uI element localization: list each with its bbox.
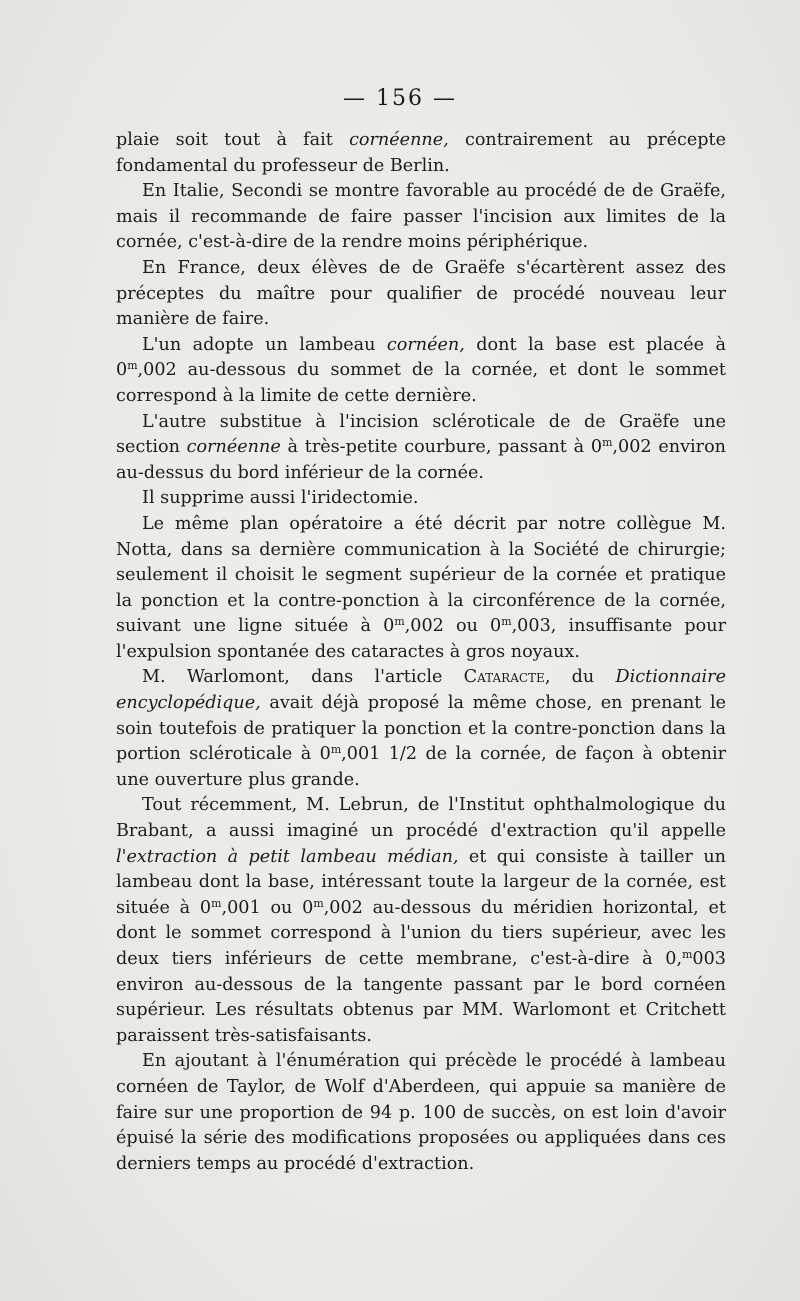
text-segment: En France, deux élèves de de Graëfe s'écartèrent assez des préceptes du maître pour qualifier de procédé nouveau leur manière de faire. xyxy=(116,257,726,330)
superscript: m xyxy=(501,615,512,629)
paragraph xyxy=(116,793,726,1049)
text-segment: avait déjà proposé la même chose, en prenant le soin toutefois de pratiquer la ponction et la contre-ponction dans la portion scléroticale à 0 xyxy=(116,693,726,765)
superscript: m xyxy=(211,896,222,910)
text-segment: 003 environ au-dessous de la tangente passant par le bord cornéen supérieur. Les résultats obtenus par MM. Warlomont et Critchett paraissent très-satisfaisants. xyxy=(116,949,726,1046)
text-segment: contrairement au précepte fondamental du professeur de Berlin. xyxy=(116,130,726,176)
text-segment: à très-petite courbure, passant à 0 xyxy=(280,437,603,458)
text-segment: , du xyxy=(544,667,616,688)
text-segment: ,002 au-dessous du méridien horizontal, et dont le sommet correspond à l'union du tiers supérieur, avec les deux tiers inférieurs de cette membrane, c'est-à-dire à 0, xyxy=(116,897,727,969)
text-segment: ,002 au-dessous du sommet de la cornée, et dont le sommet correspond à la limite de cette dernière. xyxy=(116,360,726,406)
text-segment: Cataracte xyxy=(463,667,545,688)
body-text xyxy=(116,128,726,1177)
text-segment: Tout récemment, M. Lebrun, de l'Institut ophthalmologique du Brabant, a aussi imaginé un procédé d'extraction qu'il appelle xyxy=(116,795,726,842)
text-segment: plaie soit tout à fait xyxy=(116,130,350,150)
superscript: m xyxy=(127,359,138,373)
text-segment: ,002 ou 0 xyxy=(404,616,502,637)
text-segment: et qui consiste à tailler un lambeau dont la base, intéressant toute la largeur de la cornée, est située à 0 xyxy=(116,846,726,918)
text-segment: ,003, insuffisante pour l'expulsion spontanée des cataractes à gros noyaux. xyxy=(116,616,726,662)
italic-text: cornéenne, xyxy=(349,130,449,150)
paragraph xyxy=(116,512,726,666)
text-segment: En Italie, Secondi se montre favorable au procédé de de Graëfe, mais il recommande de faire passer l'incision aux limites de la cornée, c'est-à-dire de la rendre moins périphérique. xyxy=(116,181,726,253)
text-segment: Il supprime aussi l'iridectomie. xyxy=(142,488,419,509)
paragraph xyxy=(116,665,726,793)
text-segment: dont la base est placée à 0 xyxy=(116,334,726,381)
paragraph xyxy=(116,179,726,256)
text-segment: En ajoutant à l'énumération qui précède le procédé à lambeau cornéen de Taylor, de Wolf d'Aberdeen, qui appuie sa manière de faire sur une proportion de 94 p. 100 de succès, on est loin d'avoir épuisé la série des modifications proposées ou appliquées dans ces derniers temps au procédé d'extraction. xyxy=(116,1051,726,1174)
superscript: m xyxy=(682,948,693,961)
italic-text: cornéenne xyxy=(186,437,281,458)
text-segment: L'un adopte un lambeau xyxy=(142,334,387,355)
paragraph xyxy=(116,486,726,512)
italic-text: Dictionnaire encyclopédique, xyxy=(116,667,727,714)
superscript: m xyxy=(602,436,613,450)
text-segment: ,002 environ au-dessus du bord inférieur de la cornée. xyxy=(116,437,726,483)
italic-text: cornéen, xyxy=(386,334,465,355)
superscript: m xyxy=(330,743,342,757)
superscript: m xyxy=(394,615,405,629)
superscript: m xyxy=(313,896,324,910)
text-segment: ,001 ou 0 xyxy=(221,897,314,918)
text-segment: M. Warlomont, dans l'article xyxy=(142,667,464,688)
text-segment: L'autre substitue à l'incision scléroticale de de Graëfe une section xyxy=(116,411,726,458)
italic-text: l'extraction à petit lambeau médian, xyxy=(116,846,459,867)
text-segment: Le même plan opératoire a été décrit par notre collègue M. Notta, dans sa dernière communication à la Société de chirurgie; seulement il choisit le segment supérieur de la cornée et pratique la ponction et la contre-ponction à la circonférence de la cornée, suivant une ligne située à 0 xyxy=(116,513,726,637)
paragraph xyxy=(116,1049,726,1177)
paragraph xyxy=(116,128,726,179)
text-segment: ,001 1/2 de la cornée, de façon à obtenir une ouverture plus grande. xyxy=(116,744,726,790)
paragraph xyxy=(116,256,726,333)
paragraph xyxy=(116,410,726,487)
paragraph xyxy=(116,333,726,410)
page-number: — 156 — xyxy=(343,86,457,111)
